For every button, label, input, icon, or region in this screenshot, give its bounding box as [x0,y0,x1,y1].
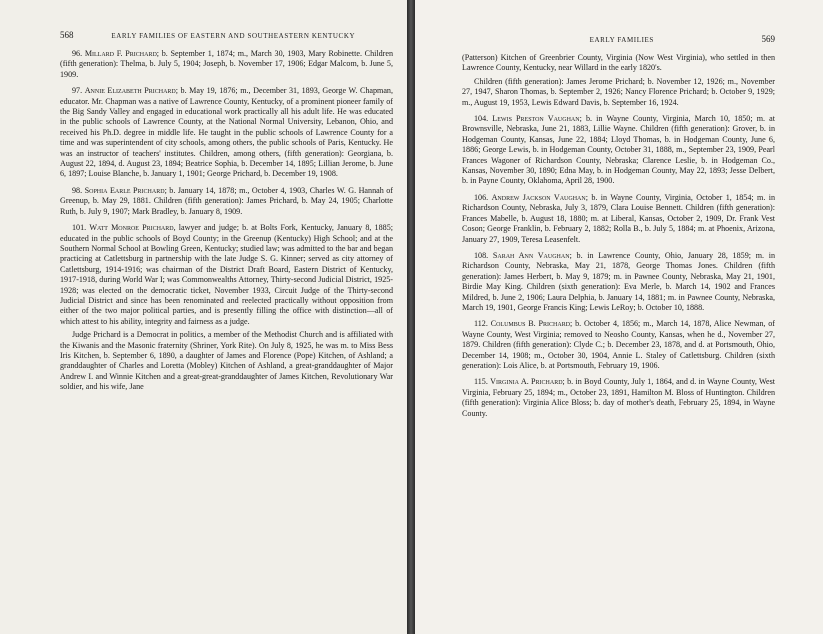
left-page [0,0,407,634]
left-running-head [60,30,393,40]
entry-98: 98. Sophia Earle Prichard; b. January 14, 1878; m., October 4, 1903, Charles W. G. Hannah of Greenup, b. May 29, 1881. Children (fifth generation): James Prichard, b. May 24, 1905; Charlotte Ruth, b. July 9, 1907; Mark Bradley, b. January 8, 1909. [60,185,393,216]
entry-106: 106. Andrew Jackson Vaughan; b. in Wayne County, Virginia, October 1, 1854; m. in Richardson County, Nebraska, July 3, 1879, Clara Louise Bennett. Children (fifth generation): Frances Mabelle, b. August 18, 1880; m. at Liberal, Kansas, October 2, 1909, Dr. Frank Vest Coson; George Franklin, b. February 2, 1882; Rolla B., b. July 5, 1884; m. at Phoenix, Arizona, January 27, 1909, Teresa Leasenfelt. [462,192,776,244]
running-title: EARLY FAMILIES [589,36,654,44]
entry-115: 115. Virginia A. Prichard; b. in Boyd County, July 1, 1864, and d. in Wayne County, West Virginia, February 25, 1894; m., October 23, 1891, Hamilton M. Bloss of Huntington. Children (fifth generation): Virginia Alice Bloss; b. day of mother's death, February 25, 1894, in Wayne County. [462,377,776,418]
entry-112: 112. Columbus B. Prichard; b. October 4, 1856; m., March 14, 1878, Alice Newman, of Wayne County, West Virginia; removed to Neosho County, Kansas, when he d., November 27, 1879. Children (fifth generation): Clyde C.; b. December 23, 1878, and d. at Portsmouth, Ohio, December 14, 1908; m., October 30, 1904, Annie L. Staley of Catlettsburg. Children (sixth generation): Lois Alice, b. at Portsmouth, February 19, 1906. [462,319,775,370]
entry-97: 97. Annie Elizabeth Prichard; b. May 19, 1876; m., December 31, 1893, George W. Chapman, educator. Mr. Chapman was a native of Lawrence County, Kentucky, of a prominent pioneer family of the Big Sandy Valley and engaged in educational work practically all his adult life. He was educated in the public schools of Lawrence County, at the National Normal University, Lebanon, Ohio, and received his Ph.D. degree in middle life. He taught in the public schools of Lawrence County for a time and was superintendent of city schools, among others, the public schools of Paris, Kentucky. He was an instructor of teachers' institutes. Children, among others, (fifth generation): Georgiana, b. August 22, 1894, d. August 23, 1894; Beatrice Sophia, b. December 14, 1895; Lillian Jerome, b. June 6, 1897; Louise Blanche, b. January 1, 1901; George Prichard, b. December 19, 1908. [60,86,393,179]
right-page [415,0,823,634]
running-title: EARLY FAMILIES OF EASTERN AND SOUTHEASTERN KENTUCKY [111,32,356,40]
book-gutter [407,0,415,634]
entry-96: 96. Millard F. Prichard; b. September 1, 1874; m., March 30, 1903, Mary Robinette. Children (fifth generation): Thelma, b. July 5, 1904; Joseph, b. November 17, 1906; Edgar Malcom, b. June 5, 1909. [60,49,393,79]
entry-101: 101. Watt Monroe Prichard, lawyer and judge; b. at Bolts Fork, Kentucky, January 8, 1885; educated in the public schools of Boyd County; in the Greenup (Kentucky) High School; and at the Southern Normal School at Bowling Green, Kentucky; studied law; was admitted to the bar and began practicing at Catlettsburg in partnership with the late Judge S. G. Kinner; served as city attorney of Catlettsburg, 1914-1916; was chairman of the District Draft Board, Eastern District of Kentucky, 1917-1918, during World War I; was Commonwealths Attorney, Thirty-second Judicial District, 1925-1928; was elected on the democratic ticket, November 1933, Circuit Judge of the Thirty-second Judicial District and since has been renominated and reelected practically without opposition from either of the two major political parties, and is presently filling the office with distinction—all of which attest to his ability, integrity and fairness as a judge. [60,223,393,326]
page-number: 569 [761,34,775,44]
entry-104: 104. Lewis Preston Vaughan; b. in Wayne County, Virginia, March 10, 1850; m. at Brownsville, Nebraska, June 21, 1883, Lillie Wayne. Children (fifth generation): Grover, b. in Hodgeman County, Kansas, June 22, 1884; Lloyd Thomas, b. in Hodgeman County, June 6, 1886; George Lewis, b. in Hodgeman County, October 31, 1888, m., September 23, 1909, Pearl Frances Wagoner of Richardson County, Nebraska; Clarence Leslie, b. in Hodgeman Co., Kansas, November 30, 1890; Edna May, b. in Hodgeman County, May 22, 1893; Jesse Delbert, b. in Payne County, Oklahoma, April 28, 1900. [462,114,775,186]
continued-text: (Patterson) Kitchen of Greenbrier County, Virginia (Now West Virginia), who settled in then Lawrence County, Kentucky, near Willard in the early 1820's. [462,53,775,73]
children-paragraph: Children (fifth generation): James Jerome Prichard; b. November 12, 1926; m., November 27, 1947, Sharon Thomas, b. September 2, 1926; Nancy Florence Prichard; b. October 9, 1929; m., August 19, 1953, Lewis Edward Davis, b. September 16, 1924. [462,76,775,107]
entry-101-continuation: Judge Prichard is a Democrat in politics, a member of the Methodist Church and is affiliated with the Kiwanis and the Masonic fraternity (Shriner, York Rite). On July 8, 1925, he was m. to Miss Bess Iris Kitchen, b. September 6, 1890, a daughter of James and Florence (Pope) Kitchen, of Ashland; a granddaughter of Charles and Loretta (Mobley) Kitchen of Ashland, a great-granddaughter of Major Andrew I. and Winnie Kitchen and a great-great-granddaughter of James Kitchen, Revolutionary War soldier, and his wife, Jane [60,330,393,392]
entry-108: 108. Sarah Ann Vaughan; b. in Lawrence County, Ohio, January 28, 1859; m. in Richardson County, Nebraska, May 21, 1878, George Thomas Jones. Children (fifth generation): James Herbert, b. May 9, 1879; m. in Pawnee County, Nebraska, May 21, 1901, Birdie May King. Children (sixth generation): Eva Merle, b. March 14, 1902 and Frances Mildred, b. June 2, 1906; Laura Delphia, b. January 14, 1881; m. in Pawnee County, Nebraska, March 19, 1901, George Francis King; Lewis LeRoy; b. October 10, 1888. [462,250,776,312]
right-running-head [462,34,775,44]
page-number: 568 [60,30,74,40]
